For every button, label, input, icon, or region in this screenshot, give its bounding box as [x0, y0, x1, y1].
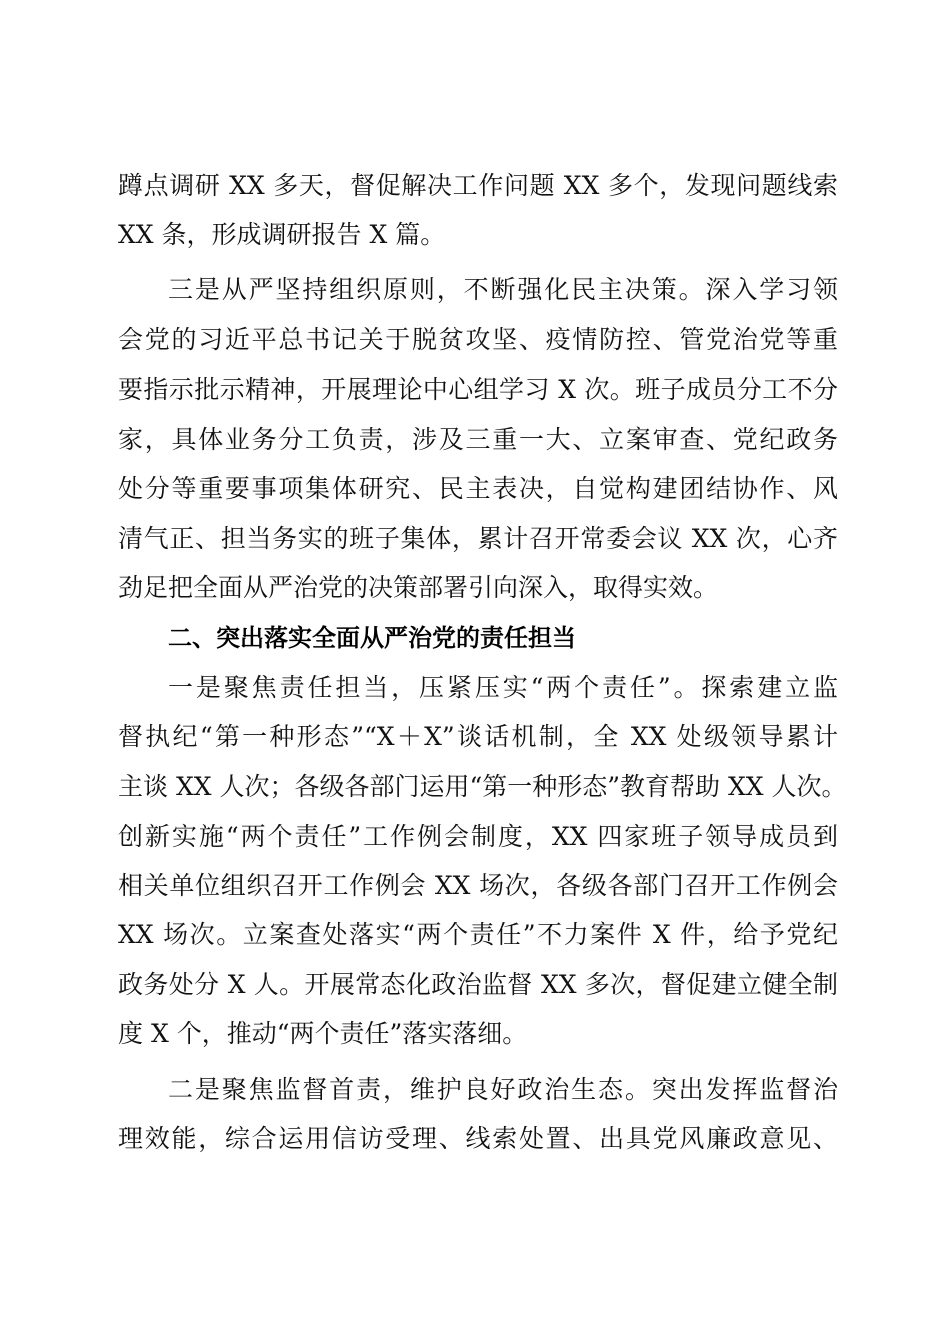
- paragraph-line-18: 度 X 个，推动“两个责任”落实落细。: [118, 1019, 528, 1048]
- section-heading: 二、突出落实全面从严治党的责任担当: [168, 624, 576, 652]
- paragraph-line-16: XX 场次。立案查处落实“两个责任”不力案件 X 件，给予党纪: [118, 920, 838, 949]
- paragraph-line-7: 处分等重要事项集体研究、民主表决，自觉构建团结协作、风: [118, 474, 838, 503]
- paragraph-line-1: 蹲点调研 XX 多天，督促解决工作问题 XX 多个，发现问题线索: [118, 171, 838, 200]
- paragraph-line-8: 清气正、担当务实的班子集体，累计召开常委会议 XX 次，心齐: [118, 524, 838, 553]
- paragraph-line-5: 要指示批示精神，开展理论中心组学习 X 次。班子成员分工不分: [118, 375, 838, 404]
- paragraph-line-19: 二是聚焦监督首责，维护良好政治生态。突出发挥监督治: [168, 1075, 838, 1104]
- paragraph-line-6: 家，具体业务分工负责，涉及三重一大、立案审查、党纪政务: [118, 425, 838, 454]
- paragraph-line-17: 政务处分 X 人。开展常态化政治监督 XX 多次，督促建立健全制: [118, 970, 838, 999]
- paragraph-line-2: XX 条，形成调研报告 X 篇。: [118, 220, 446, 249]
- paragraph-line-4: 会党的习近平总书记关于脱贫攻坚、疫情防控、管党治党等重: [118, 325, 838, 354]
- paragraph-line-12: 督执纪“第一种形态”“X＋X”谈话机制，全 XX 处级领导累计: [118, 722, 838, 751]
- paragraph-line-15: 相关单位组织召开工作例会 XX 场次，各级各部门召开工作例会: [118, 871, 838, 900]
- paragraph-line-3: 三是从严坚持组织原则，不断强化民主决策。深入学习领: [168, 275, 838, 304]
- paragraph-line-14: 创新实施“两个责任”工作例会制度，XX 四家班子领导成员到: [118, 822, 838, 851]
- paragraph-line-20: 理效能，综合运用信访受理、线索处置、出具党风廉政意见、: [118, 1124, 838, 1153]
- paragraph-line-13: 主谈 XX 人次；各级各部门运用“第一种形态”教育帮助 XX 人次。: [118, 772, 847, 801]
- paragraph-line-11: 一是聚焦责任担当，压紧压实“两个责任”。探索建立监: [168, 673, 838, 702]
- paragraph-line-9: 劲足把全面从严治党的决策部署引向深入，取得实效。: [118, 573, 719, 602]
